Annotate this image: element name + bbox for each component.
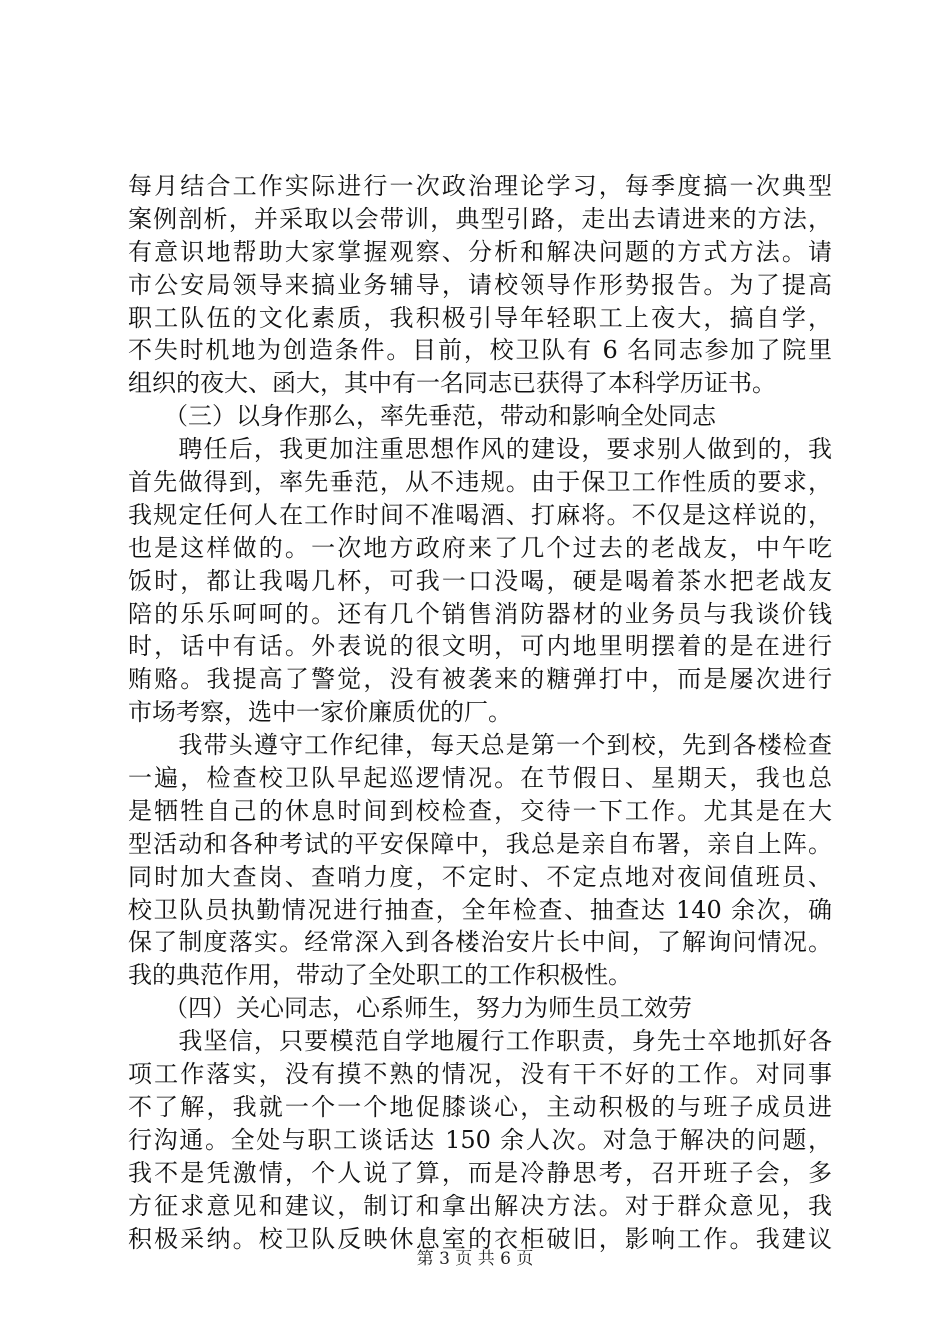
text-line: 贿赂。我提高了警觉，没有被袭来的糖弹打中，而是屡次进行: [128, 665, 832, 694]
text-line: 行沟通。全处与职工谈话达 150 余人次。对急于解决的问题，: [128, 1125, 832, 1154]
text-line: 方征求意见和建议，制订和拿出解决方法。对于群众意见，我: [128, 1191, 832, 1220]
text-line: 饭时，都让我喝几杯，可我一口没喝，硬是喝着茶水把老战友: [128, 566, 832, 595]
text-line: 我带头遵守工作纪律，每天总是第一个到校，先到各楼检查: [128, 731, 832, 760]
text-line: 一遍，检查校卫队早起巡逻情况。在节假日、星期天，我也总: [128, 764, 832, 793]
text-line: 我规定任何人在工作时间不准喝酒、打麻将。不仅是这样说的，: [128, 500, 832, 529]
text-line: 我坚信，只要模范自学地履行工作职责，身先士卒地抓好各: [128, 1027, 832, 1056]
text-line: 保了制度落实。经常深入到各楼治安片长中间，了解询问情况。: [128, 928, 832, 957]
text-line: 每月结合工作实际进行一次政治理论学习，每季度搞一次典型: [128, 172, 832, 200]
page-footer: 第 3 页 共 6 页: [416, 1249, 534, 1269]
text-line: 我不是凭激情，个人说了算，而是冷静思考，召开班子会，多: [128, 1158, 832, 1187]
text-line: （三）以身作那么，率先垂范，带动和影响全处同志: [128, 402, 716, 431]
text-line: 有意识地帮助大家掌握观察、分析和解决问题的方式方法。请: [128, 237, 832, 266]
text-line: 不失时机地为创造条件。目前，校卫队有 6 名同志参加了院里: [128, 336, 832, 365]
body-text: [128, 170, 832, 1255]
text-line: 积极采纳。校卫队反映休息室的衣柜破旧，影响工作。我建议: [128, 1224, 832, 1253]
text-line: 是牺牲自己的休息时间到校检查，交待一下工作。尤其是在大: [128, 796, 832, 825]
text-line: 首先做得到，率先垂范，从不违规。由于保卫工作性质的要求，: [128, 468, 832, 497]
text-line: 时，话中有话。外表说的很文明，可内地里明摆着的是在进行: [128, 632, 832, 661]
text-line: 陪的乐乐呵呵的。还有几个销售消防器材的业务员与我谈价钱: [128, 599, 832, 628]
text-line: 市公安局领导来搞业务辅导，请校领导作形势报告。为了提高: [128, 270, 832, 299]
text-line: 组织的夜大、函大，其中有一名同志已获得了本科学历证书。: [128, 369, 776, 398]
text-line: 聘任后，我更加注重思想作风的建设，要求别人做到的，我: [128, 435, 832, 464]
text-line: 也是这样做的。一次地方政府来了几个过去的老战友，中午吃: [128, 533, 832, 562]
text-line: 不了解，我就一个一个地促膝谈心，主动积极的与班子成员进: [128, 1092, 832, 1121]
text-line: 同时加大查岗、查哨力度，不定时、不定点地对夜间值班员、: [128, 862, 832, 891]
text-line: 我的典范作用，带动了全处职工的工作积极性。: [128, 961, 632, 990]
text-line: 职工队伍的文化素质，我积极引导年轻职工上夜大，搞自学，: [128, 303, 832, 332]
text-line: （四）关心同志，心系师生，努力为师生员工效劳: [128, 994, 692, 1023]
text-line: 校卫队员执勤情况进行抽查，全年检查、抽查达 140 余次，确: [128, 895, 832, 924]
text-line: 案例剖析，并采取以会带训，典型引路，走出去请进来的方法，: [128, 204, 832, 233]
text-line: 项工作落实，没有摸不熟的情况，没有干不好的工作。对同事: [128, 1060, 832, 1089]
text-line: 市场考察，选中一家价廉质优的厂。: [128, 698, 512, 727]
text-line: 型活动和各种考试的平安保障中，我总是亲自布署，亲自上阵。: [128, 829, 832, 858]
